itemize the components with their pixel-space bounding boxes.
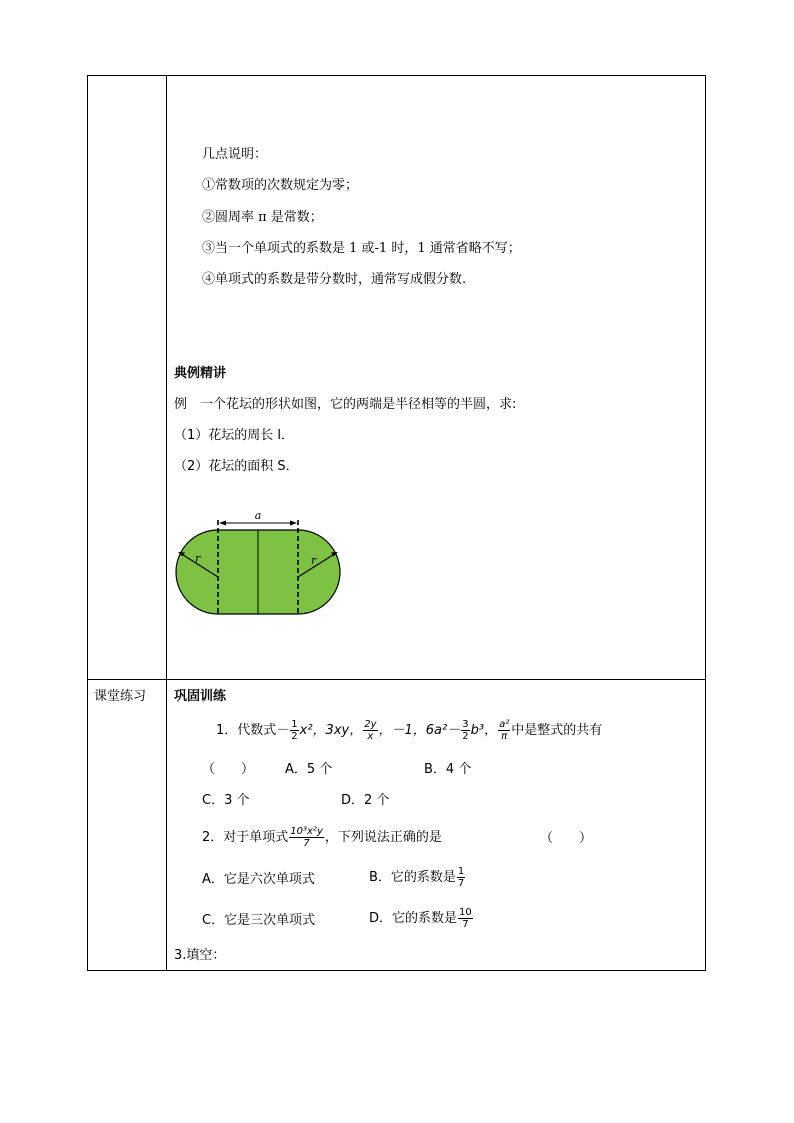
- notes-heading: 几点说明：: [202, 147, 268, 162]
- note-item-2: ②圆周率 π 是常数；: [202, 210, 323, 225]
- q2-fraction: $\frac{\text{10³x²y}}{7}$: [290, 826, 323, 849]
- arrow-left-icon: [219, 521, 226, 526]
- q2-option-d: D．它的系数是 $\frac{10}{7}$: [369, 907, 472, 930]
- q2-option-b: B．它的系数是 $\frac{1}{7}$: [369, 866, 465, 889]
- question-1: [216, 717, 602, 745]
- column-divider: [166, 75, 167, 971]
- q1-option-b: B．4 个: [424, 762, 472, 777]
- label-r-left: r: [195, 552, 201, 565]
- q1-paren: （ ）: [202, 762, 255, 777]
- note-item-1: ①常数项的次数规定为零；: [202, 178, 359, 193]
- q2-suffix: ，下列说法正确的是: [324, 830, 442, 845]
- label-r-right: r: [311, 554, 317, 567]
- example-question-2: （2）花坛的面积 S．: [174, 459, 299, 474]
- question-3: 3.填空：: [174, 948, 226, 963]
- q1-fraction-1: $\frac{1}{2}$: [291, 719, 298, 742]
- q1-option-c: C．3 个: [202, 793, 250, 808]
- q1-term-3: b³，: [470, 723, 498, 738]
- example-question-1: （1）花坛的周长 l．: [174, 428, 295, 443]
- example-intro: 例 一个花坛的形状如图，它的两端是半径相等的半圆，求:: [174, 397, 517, 412]
- q2-option-a: A．它是六次单项式: [202, 872, 315, 887]
- note-item-3: ③当一个单项式的系数是 1 或-1 时，1 通常省略不写；: [202, 241, 521, 256]
- q1-fraction-4: $\frac{\text{a²}}{\pi}$: [499, 719, 510, 742]
- practice-heading: 巩固训练: [174, 689, 227, 704]
- flowerbed-figure: [170, 505, 350, 617]
- arrow-right-icon: [290, 521, 297, 526]
- q2-paren: （ ）: [540, 831, 593, 846]
- note-item-4: ④单项式的系数是带分数时，通常写成假分数.: [202, 272, 467, 287]
- q1-prefix: 1．代数式－: [216, 723, 290, 738]
- row-divider: [87, 679, 706, 680]
- q2-prefix: 2．对于单项式: [202, 830, 289, 845]
- q1-fraction-2: $\frac{2y}{x}$: [364, 719, 377, 742]
- example-heading: 典例精讲: [174, 366, 227, 381]
- label-a: a: [254, 509, 262, 522]
- row-label-practice: 课堂练习: [94, 689, 147, 704]
- q2-option-b-fraction: $\frac{1}{7}$: [457, 866, 465, 889]
- q1-option-d: D．2 个: [341, 793, 390, 808]
- q1-fraction-3: $\frac{3}{2}$: [462, 719, 469, 742]
- question-2: [202, 824, 442, 852]
- q1-term-1: x²，3xy，: [299, 723, 363, 738]
- q1-suffix: 中是整式的共有: [511, 723, 603, 738]
- q1-option-a: A．5 个: [285, 762, 333, 777]
- q2-option-d-fraction: $\frac{10}{7}$: [459, 907, 472, 930]
- q1-term-2: ，－1，6a²－: [378, 723, 461, 738]
- q2-option-c: C．它是三次单项式: [202, 913, 316, 928]
